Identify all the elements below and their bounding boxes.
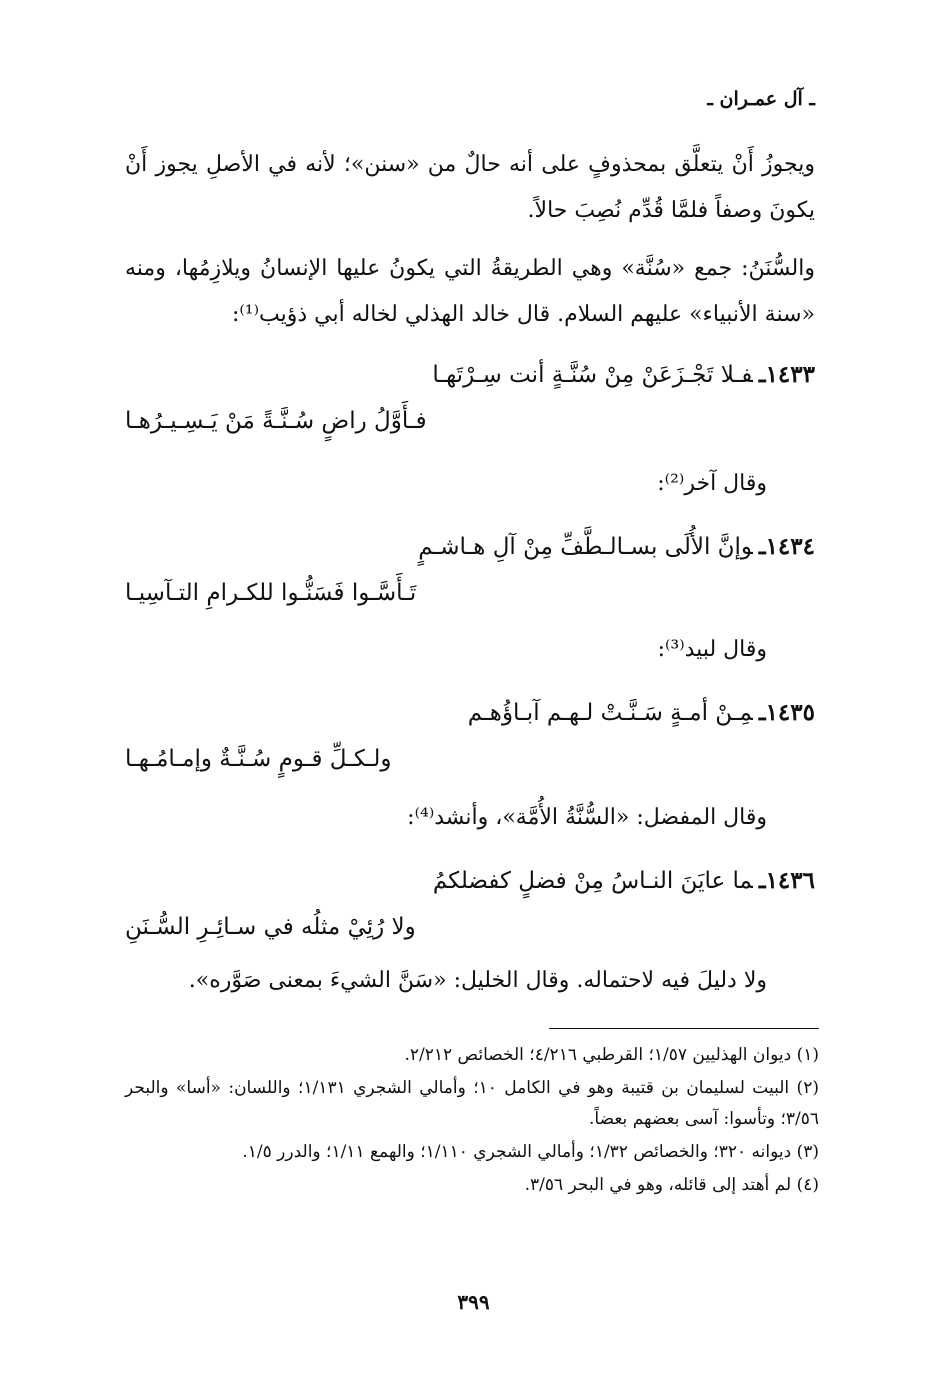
verse-1434 bbox=[125, 524, 815, 616]
verse-intro-other-poet: وقال آخر⁽²⁾: bbox=[657, 471, 767, 496]
verse-text: فـلا تَجْـزَعَنْ مِنْ سُنَّـةٍ أنت سِـرْتَهـا bbox=[432, 362, 753, 388]
footnote-1: (١) ديوان الهذليين ١/٥٧؛ القرطبي ٤/٢١٦؛ الخصائص ٢/٢١٢. bbox=[404, 1045, 819, 1065]
footnotes bbox=[125, 1040, 819, 1203]
verse-text: مِـنْ أمـةٍ سَـنَّـتْ لـهـم آبـاؤُهـم bbox=[467, 700, 753, 726]
footnote-divider bbox=[549, 1028, 819, 1029]
verse-text: وإنَّ الأُلَى بسـالـطَّفِّ مِنْ آلِ هـاشـمٍ bbox=[418, 534, 753, 560]
footnote-3: (٣) ديوانه ٣٢٠؛ والخصائص ١/٣٢؛ وأمالي الشجري ١/١١٠؛ والهمع ١/١١؛ والدرر ١/٥. bbox=[242, 1142, 819, 1162]
page-number: ٣٩٩ bbox=[457, 1290, 490, 1314]
verse-1434-first-hemistich bbox=[125, 524, 815, 570]
paragraph-intro: ويجوزُ أَنْ يتعلَّق بمحذوفٍ على أنه حالٌ من «سنن»؛ لأنه في الأصلِ يجوز أَنْ يكونَ وصفاً فلمَّا قُدِّم نُصِبَ حالاً. bbox=[125, 152, 815, 223]
verse-number: ١٤٣٦ـ bbox=[758, 867, 815, 894]
footnote-4: (٤) لم أهتد إلى قائله، وهو في البحر ٣/٥٦. bbox=[524, 1175, 819, 1195]
verse-1435-first-hemistich bbox=[125, 690, 815, 736]
verse-1434-second-hemistich: تَـأَسَّـوا فَسَنُّـوا للكـرامِ التـآسِيـا bbox=[125, 580, 417, 606]
verse-number: ١٤٣٥ـ bbox=[758, 699, 815, 726]
verse-1436-second-hemistich: ولا رُئِيْ مثلُه في سـائِـرِ السُّـنَنِ bbox=[125, 914, 416, 940]
verse-1436 bbox=[125, 858, 815, 950]
verse-1433-first-hemistich bbox=[125, 352, 815, 398]
footnote-2: (٢) البيت لسليمان بن قتيبة وهو في الكامل ١٠؛ وأمالي الشجري ١/١٣١؛ واللسان: «أسا» والبحر ٣/٥٦؛ وتأسوا: آسى بعضهم بعضاً. bbox=[125, 1078, 819, 1129]
verse-1435-second-hemistich: ولـكـلِّ قـومٍ سُـنَّـةٌ وإمـامُـهـا bbox=[125, 746, 392, 772]
verse-number: ١٤٣٤ـ bbox=[758, 533, 815, 560]
running-header: ـ آل عمـران ـ bbox=[707, 88, 815, 110]
verse-intro-labid: وقال لبيد⁽³⁾: bbox=[657, 637, 767, 662]
verse-text: ما عايَنَ النـاسُ مِنْ فضلٍ كفضلكمُ bbox=[432, 868, 753, 894]
verse-1433 bbox=[125, 352, 815, 444]
paragraph-sunan-definition: والسُّنَنُ: جمع «سُنَّة» وهي الطريقةُ التي يكونُ عليها الإنسانُ ويلازِمُها، ومنه «سنة الأنبياء» عليهم السلام. قال خالد الهذلي لخاله أبي ذؤيب⁽¹⁾: bbox=[125, 256, 815, 327]
verse-1433-second-hemistich: فـأَوَّلُ راضٍ سُـنَّـةً مَنْ يَـسِـيـرُهـا bbox=[125, 408, 427, 434]
verse-number: ١٤٣٣ـ bbox=[758, 361, 815, 388]
paragraph-closing: ولا دليلَ فيه لاحتماله. وقال الخليل: «سَنَّ الشيءَ بمعنى صَوَّره». bbox=[188, 968, 767, 993]
verse-1436-first-hemistich bbox=[125, 858, 815, 904]
verse-intro-mufaddal: وقال المفضل: «السُّنَّةُ الأُمَّة»، وأنشد⁽⁴⁾: bbox=[407, 805, 767, 830]
verse-1435 bbox=[125, 690, 815, 782]
